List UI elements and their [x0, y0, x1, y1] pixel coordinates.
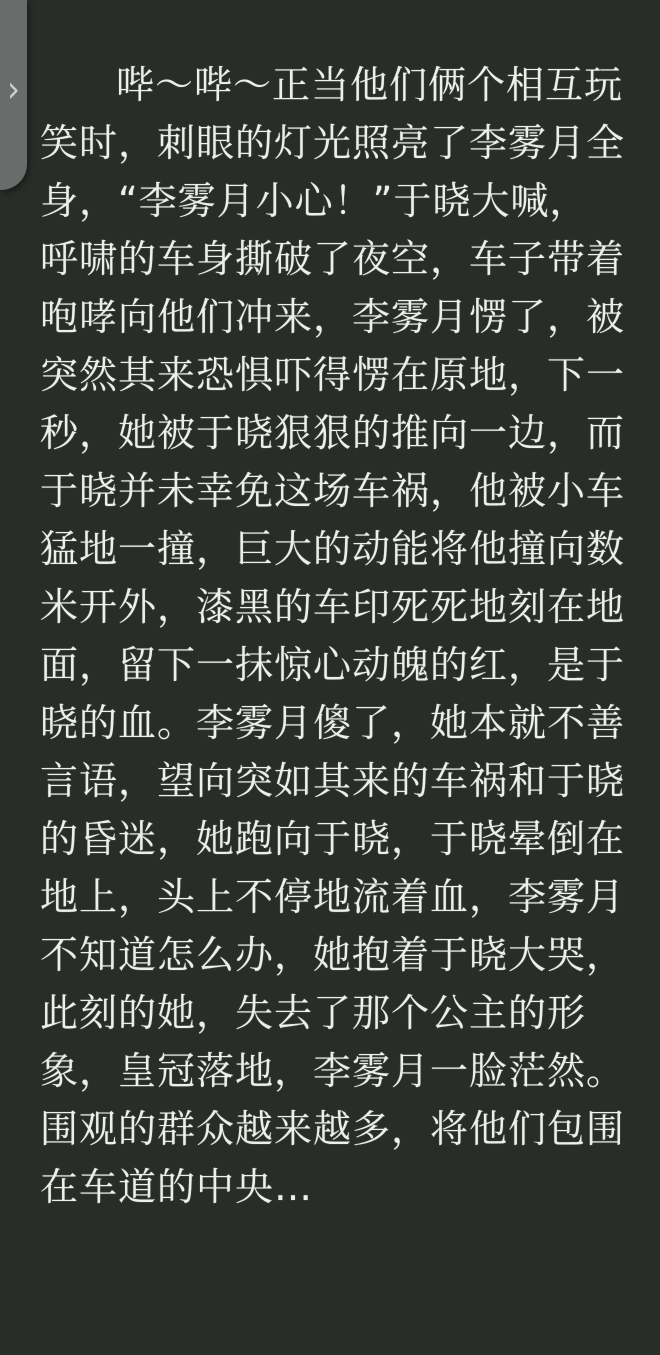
text-line: 笑时，刺眼的灯光照亮了李雾月全 — [40, 121, 626, 165]
text-line: 咆哮向他们冲来，李雾月愣了，被 — [40, 295, 626, 339]
text-line: 身，“李雾月小心！”于晓大喊， — [40, 179, 589, 223]
text-line: 地上，头上不停地流着血，李雾月 — [40, 875, 626, 919]
text-line: 晓的血。李雾月傻了，她本就不善 — [40, 701, 626, 745]
text-line: 言语，望向突如其来的车祸和于晓 — [40, 759, 626, 803]
chevron-right-icon: › — [7, 67, 20, 111]
side-drawer-handle[interactable] — [0, 0, 27, 190]
text-line: 呼啸的车身撕破了夜空，车子带着 — [40, 237, 626, 281]
text-line: 面，留下一抹惊心动魄的红，是于 — [40, 643, 626, 687]
text-line: 围观的群众越来越多，将他们包围 — [40, 1107, 626, 1151]
text-line: 不知道怎么办，她抱着于晓大哭， — [40, 933, 626, 977]
text-line: 的昏迷，她跑向于晓，于晓晕倒在 — [40, 817, 626, 861]
text-line: 秒，她被于晓狠狠的推向一边，而 — [40, 411, 626, 455]
text-line: 猛地一撞，巨大的动能将他撞向数 — [40, 527, 626, 571]
text-line: 米开外，漆黑的车印死死地刻在地 — [40, 585, 626, 629]
text-line: 哔～哔～正当他们俩个相互玩 — [116, 63, 624, 107]
text-line: 于晓并未幸免这场车祸，他被小车 — [40, 469, 626, 513]
text-line: 在车道的中央… — [40, 1165, 314, 1209]
text-line: 此刻的她，失去了那个公主的形 — [40, 991, 587, 1035]
text-line: 象，皇冠落地，李雾月一脸茫然。 — [40, 1049, 626, 1093]
text-line: 突然其来恐惧吓得愣在原地，下一 — [40, 353, 626, 397]
